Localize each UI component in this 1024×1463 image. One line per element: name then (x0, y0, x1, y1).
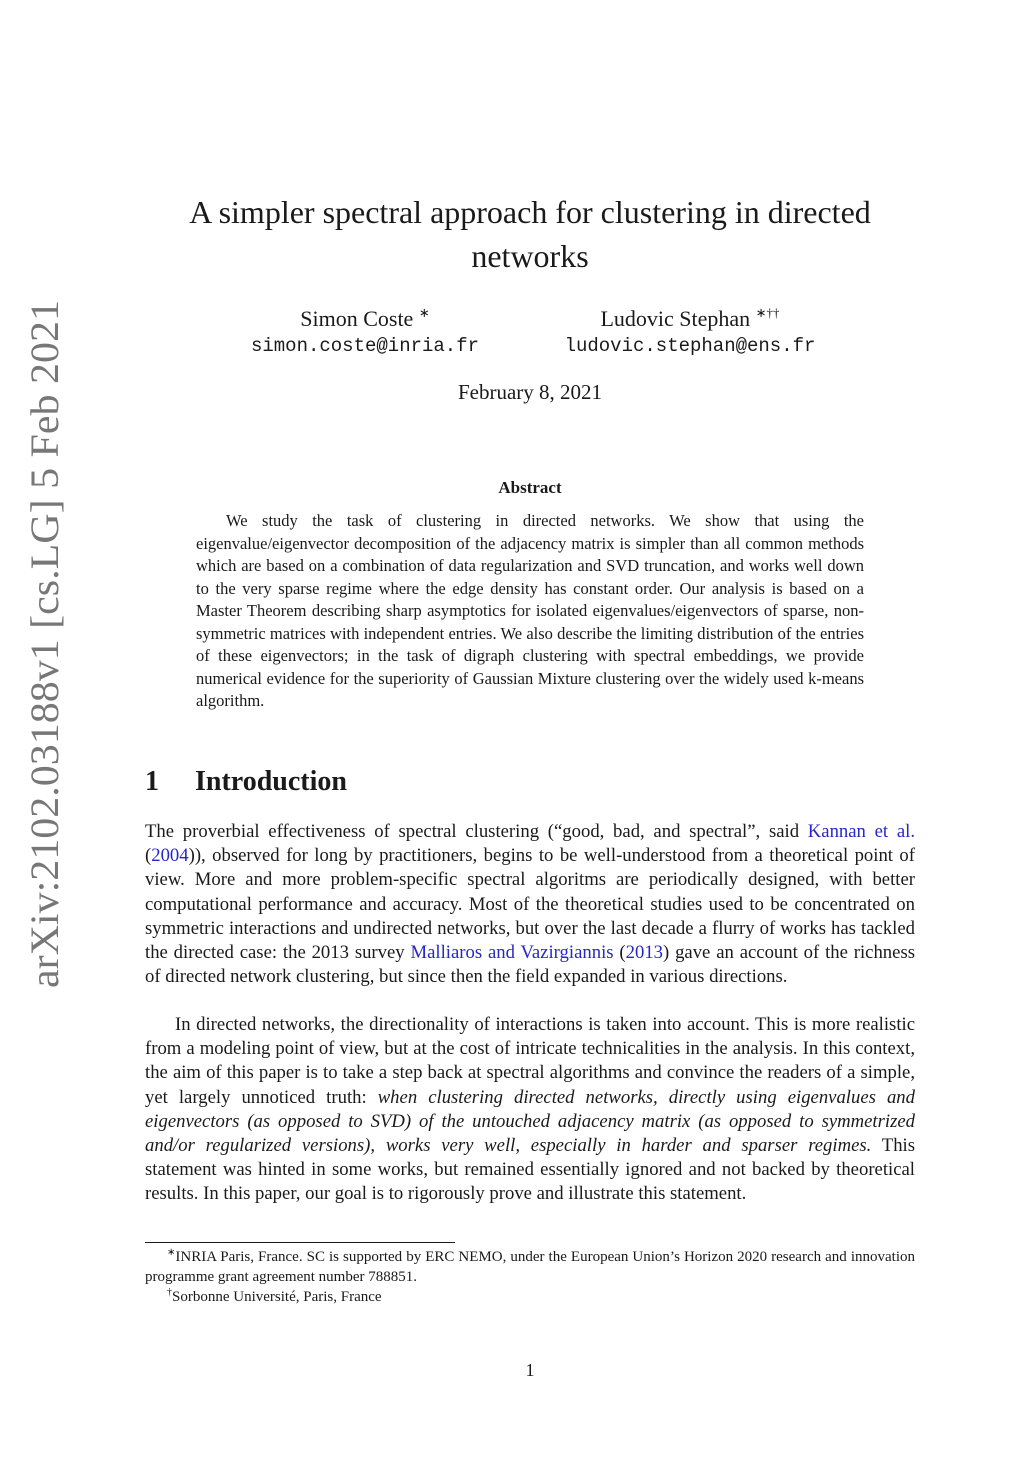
footnotes (145, 1247, 915, 1307)
author-name: Ludovic Stephan ∗†† (600, 305, 780, 331)
intro-paragraph: In directed networks, the directionality of interactions is taken into account. This is more realistic from a modeling point of view, but at the cost of intricate technicalities in the analysis. In this context, the aim of this paper is to take a step back at spectral algorithms and convince the readers of a simple, yet largely unnoticed truth: when clustering directed networks, directly using eigenvalues and eigenvectors (as opposed to SVD) of the untouched adjacency matrix (as opposed to symmetrized and/or regularized versions), works very well, especially in harder and sparser regimes. This statement was hinted in some works, but remained essentially ignored and not backed by theoretical results. In this paper, our goal is to rigorously prove and illustrate this statement. (145, 1014, 916, 1205)
citation-year-link[interactable]: 2013 (625, 942, 663, 964)
footnote-divider (145, 1242, 455, 1243)
abstract-text: We study the task of clustering in directed networks. We show that using the eigenvalue/eigenvector decomposition of the adjacency matrix is simpler than all common methods which are based on a combination of data regularization and SVD truncation, and works well down to the very sparse regime where the edge density has constant order. Our analysis is based on a Master Theorem describing sharp asymptotics for isolated eigenvalues/eigenvectors of sparse, non-symmetric matrices with independent entries. We also describe the limiting distribution of the entries of these eigenvectors; in the task of digraph clustering with spectral embeddings, we provide numerical evidence for the superiority of Gaussian Mixture clustering over the widely used k-means algorithm. (196, 511, 864, 710)
author-block (540, 305, 840, 359)
intro-paragraph: The proverbial effectiveness of spectral clustering (“good, bad, and spectral”, said Kannan et al. (2004)), observed for long by practitioners, begins to be well-understood from a theoretical point of view. More and more problem-specific spectral algoritms are periodically designed, with better computational performance and accuracy. Most of the theoretical studies used to be concentrated on symmetric interactions and undirected networks, but over the last decade a flurry of works has tackled the directed case: the 2013 survey Malliaros and Vazirgiannis (2013) gave an account of the richness of directed network clustering, but since then the field expanded in various directions. (145, 821, 915, 988)
arxiv-identifier: arXiv:2102.03188v1 [cs.LG] 5 Feb 2021 (22, 332, 67, 988)
footnote-mark: ∗ (167, 1247, 176, 1258)
author-affiliation-mark: ∗ (418, 305, 430, 320)
publication-date: February 8, 2021 (457, 380, 603, 404)
section-heading (145, 766, 545, 798)
footnote-mark: † (167, 1287, 172, 1298)
footnote: ∗INRIA Paris, France. SC is supported by ERC NEMO, under the European Union’s Horizon 2020 research and innovation programme grant agreement number 788851. (145, 1247, 915, 1285)
author-email: simon.coste@inria.fr (250, 335, 480, 357)
page-number: 1 (525, 1360, 535, 1380)
citation-link[interactable]: Malliaros and Vazirgiannis (410, 942, 614, 964)
emphasized-statement: when clustering directed networks, directly using eigenvalues and eigenvectors (as opposed to SVD) of the untouched adjacency matrix (as opposed to symmetrized and/or regularized versions), works very well, especially in harder and sparser regimes. (145, 1086, 915, 1157)
author-affiliation-mark: ∗†† (755, 305, 780, 320)
section-title: Introduction (195, 766, 347, 797)
section-number: 1 (145, 766, 159, 797)
author-block (230, 305, 500, 359)
author-email: ludovic.stephan@ens.fr (564, 335, 816, 357)
footnote: †Sorbonne Université, Paris, France (167, 1287, 382, 1305)
author-name: Simon Coste ∗ (300, 305, 430, 331)
citation-year-link[interactable]: 2004 (151, 845, 189, 867)
citation-link[interactable]: Kannan et al. (807, 821, 915, 842)
paper-title: A simpler spectral approach for clustering in directed networks (189, 194, 871, 274)
arxiv-stamp (20, 298, 70, 990)
abstract-heading: Abstract (498, 478, 562, 497)
